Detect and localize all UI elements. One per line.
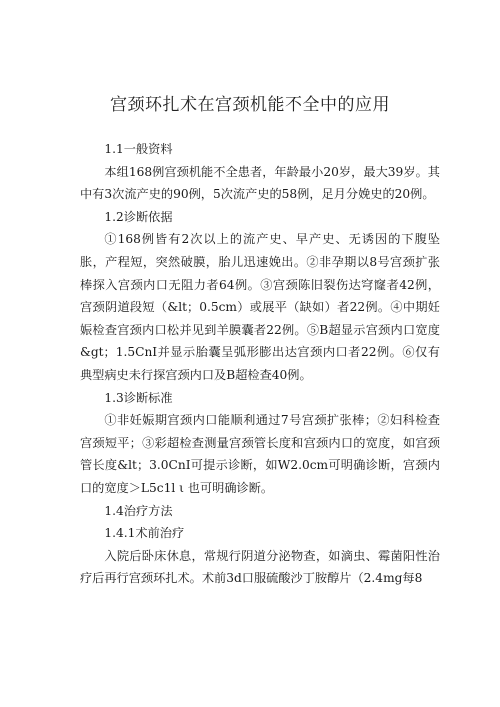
section-heading-1-2: 1.2诊断依据: [104, 209, 173, 224]
section-heading-1-4: 1.4治疗方法: [104, 503, 173, 518]
section-heading-1-1: 1.1一般资料: [104, 142, 173, 156]
section-heading-1-3: 1.3诊断标准: [104, 390, 173, 405]
document-title: 宫颈环扎术在宫颈机能不全中的应用: [110, 95, 390, 115]
section-heading-1-4-1: 1.4.1术前治疗: [104, 526, 185, 541]
paragraph-diagnosis-criteria: ①非妊娠期宫颈内口能顺利通过7号宫颈扩张棒；②妇科检查宫颈短平；③彩超检查测量宫颈管长度和宫颈内口的宽度，如宫颈管长度&lt；3.0CnI可提示诊断，如W2.0cm可明确诊断，宫颈内口的宽度＞L5c1l ι 也可明确诊断。: [80, 413, 440, 495]
document-body: [80, 138, 440, 590]
paragraph-diagnosis-basis: ①168例皆有2次以上的流产史、早产史、无诱因的下腹坠胀，产程短，突然破膜，胎儿迅速娩出。②非孕期以8号宫颈扩张棒探入宫颈内口无阻力者64例。③宫颈陈旧裂伤达穹窿者42例，宫颈阴道段短（&lt；0.5cm）或展平（缺如）者22例。④中期妊娠检查宫颈内口松并见到羊膜囊者22例。⑤B超显示宫颈内口宽度&gt；1.5CnI并显示胎囊呈弧形膨出达宫颈内口者22例。⑥仅有典型病史未行探宫颈内口及B超检查40例。: [80, 232, 440, 382]
paragraph-preop-treatment: 入院后卧床休息，常规行阴道分泌物查，如滴虫、霉菌阳性治疗后再行宫颈环扎术。术前3d口服硫酸沙丁胺醇片（2.4mg每8: [80, 548, 440, 586]
paragraph-general-data: 本组168例宫颈机能不全患者，年龄最小20岁，最大39岁。其中有3次流产史的90例，5次流产史的58例，足月分娩史的20例。: [80, 164, 440, 202]
